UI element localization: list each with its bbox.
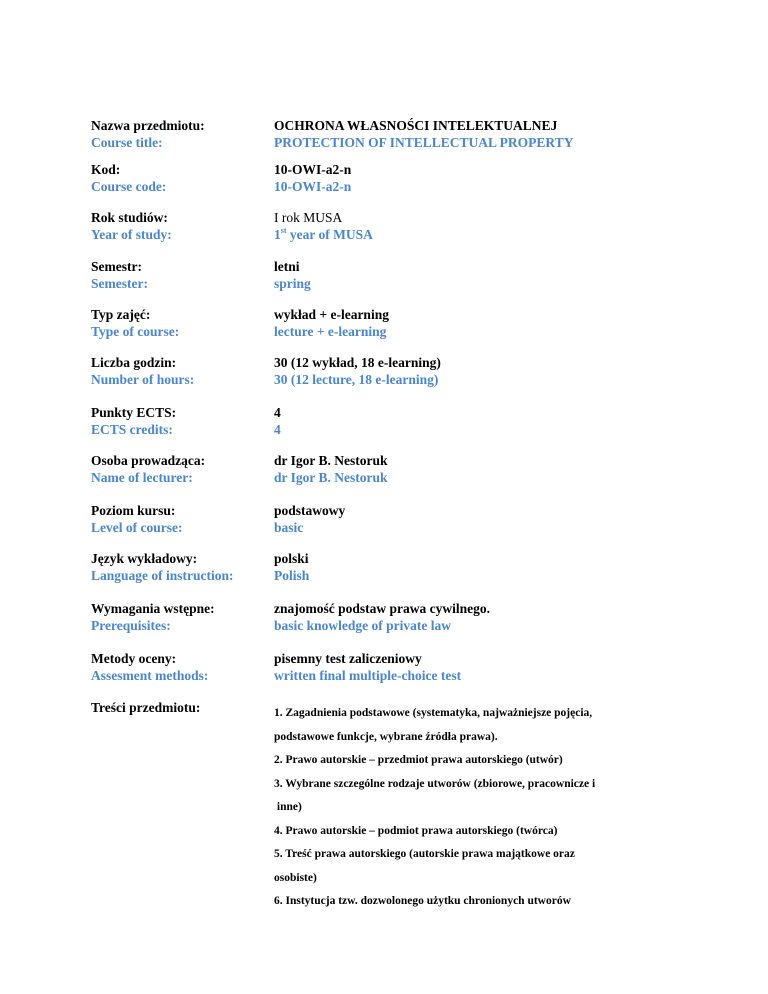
value-pl: podstawowy [274,503,346,518]
label-pl: Nazwa przedmiotu: [91,118,205,133]
label-en: Year of study: [91,227,172,242]
label-en: Semester: [91,276,148,291]
content-line: podstawowe funkcje, wybrane źródła prawa). [274,730,498,743]
field-label [91,117,256,151]
content-line: 1. Zagadnienia podstawowe (systematyka, najważniejsze pojęcia, [274,707,593,719]
label-pl: Rok studiów: [91,210,168,225]
field-value [274,404,694,438]
field-value [274,354,694,388]
label-en: Assesment methods: [91,668,209,683]
value-en: written final multiple-choice test [274,668,462,683]
value-en: basic knowledge of private law [274,618,451,633]
label-en: Type of course: [91,324,180,339]
label-en: Course code: [91,179,167,194]
field-value [274,258,694,292]
label-pl: Typ zajęć: [91,307,151,322]
field-label [91,258,256,292]
value-en: spring [274,276,311,291]
value-en-rest: year of MUSA [286,227,373,242]
value-en: Polish [274,568,310,583]
label-en: Prerequisites: [91,618,171,633]
label-pl: Osoba prowadząca: [91,453,206,468]
content-line: inne) [274,801,302,813]
content-line: 6. Instytucja tzw. dozwolonego użytku chronionych utworów [274,895,571,907]
value-pl: 30 (12 wykład, 18 e-learning) [274,355,441,370]
field-value [274,550,694,584]
value-pl: letni [274,259,300,274]
value-pl: 4 [274,405,281,420]
content-line: osobiste) [274,871,317,884]
label-en: Language of instruction: [91,568,234,583]
value-pl: wykład + e-learning [274,307,389,322]
value-pl: znajomość podstaw prawa cywilnego. [274,601,490,616]
label-pl: Kod: [91,162,121,177]
field-label [91,354,256,388]
label-en: Level of course: [91,520,183,535]
label-en: Name of lecturer: [91,470,193,485]
value-en: lecture + e-learning [274,324,387,339]
value-en: basic [274,520,304,535]
field-label [91,650,256,684]
value-pl: 10-OWI-a2-n [274,162,352,177]
field-label [91,306,256,340]
value-en: PROTECTION OF INTELLECTUAL PROPERTY [274,135,574,150]
label-pl: Liczba godzin: [91,355,177,370]
field-label [91,161,256,195]
label-pl: Język wykładowy: [91,551,198,566]
value-pl: pisemny test zaliczeniowy [274,651,422,666]
label-pl: Semestr: [91,259,142,274]
label-en: Number of hours: [91,372,195,387]
field-label [91,699,256,716]
field-label [91,209,256,243]
field-label [91,404,256,438]
value-pl: OCHRONA WŁASNOŚCI INTELEKTUALNEJ [274,118,558,133]
value-en-number: 1 [274,227,281,242]
value-pl: I rok MUSA [274,210,343,225]
content-line: 4. Prawo autorskie – podmiot prawa autorskiego (twórca) [274,824,558,837]
value-en-superscript: st [280,226,287,235]
field-value [274,161,694,195]
content-line: 5. Treść prawa autorskiego (autorskie prawa majątkowe oraz [274,848,575,860]
field-value [274,209,694,243]
field-value [274,117,694,151]
value-en [274,226,694,243]
value-pl: polski [274,551,309,566]
field-value [274,306,694,340]
content-line: 3. Wybrane szczególne rodzaje utworów (zbiorowe, pracownicze i [274,777,596,790]
label-pl: Metody oceny: [91,651,177,666]
label-pl: Wymagania wstępne: [91,601,215,616]
label-pl: Punkty ECTS: [91,405,177,420]
field-value [274,650,694,684]
value-en: 10-OWI-a2-n [274,179,352,194]
field-value [274,452,694,486]
course-content-list [274,702,694,914]
field-label [91,600,256,634]
label-en: ECTS credits: [91,422,173,437]
field-label [91,502,256,536]
content-line: 2. Prawo autorskie – przedmiot prawa autorskiego (utwór) [274,754,563,766]
value-en: 4 [274,422,281,437]
value-en: 30 (12 lecture, 18 e-learning) [274,372,439,387]
label-en: Course title: [91,135,163,150]
value-pl: dr Igor B. Nestoruk [274,453,388,468]
label-pl: Poziom kursu: [91,503,176,518]
field-label [91,452,256,486]
value-en: dr Igor B. Nestoruk [274,470,388,485]
field-value [274,502,694,536]
label-pl: Treści przedmiotu: [91,700,201,715]
field-label [91,550,256,584]
field-value [274,600,694,634]
